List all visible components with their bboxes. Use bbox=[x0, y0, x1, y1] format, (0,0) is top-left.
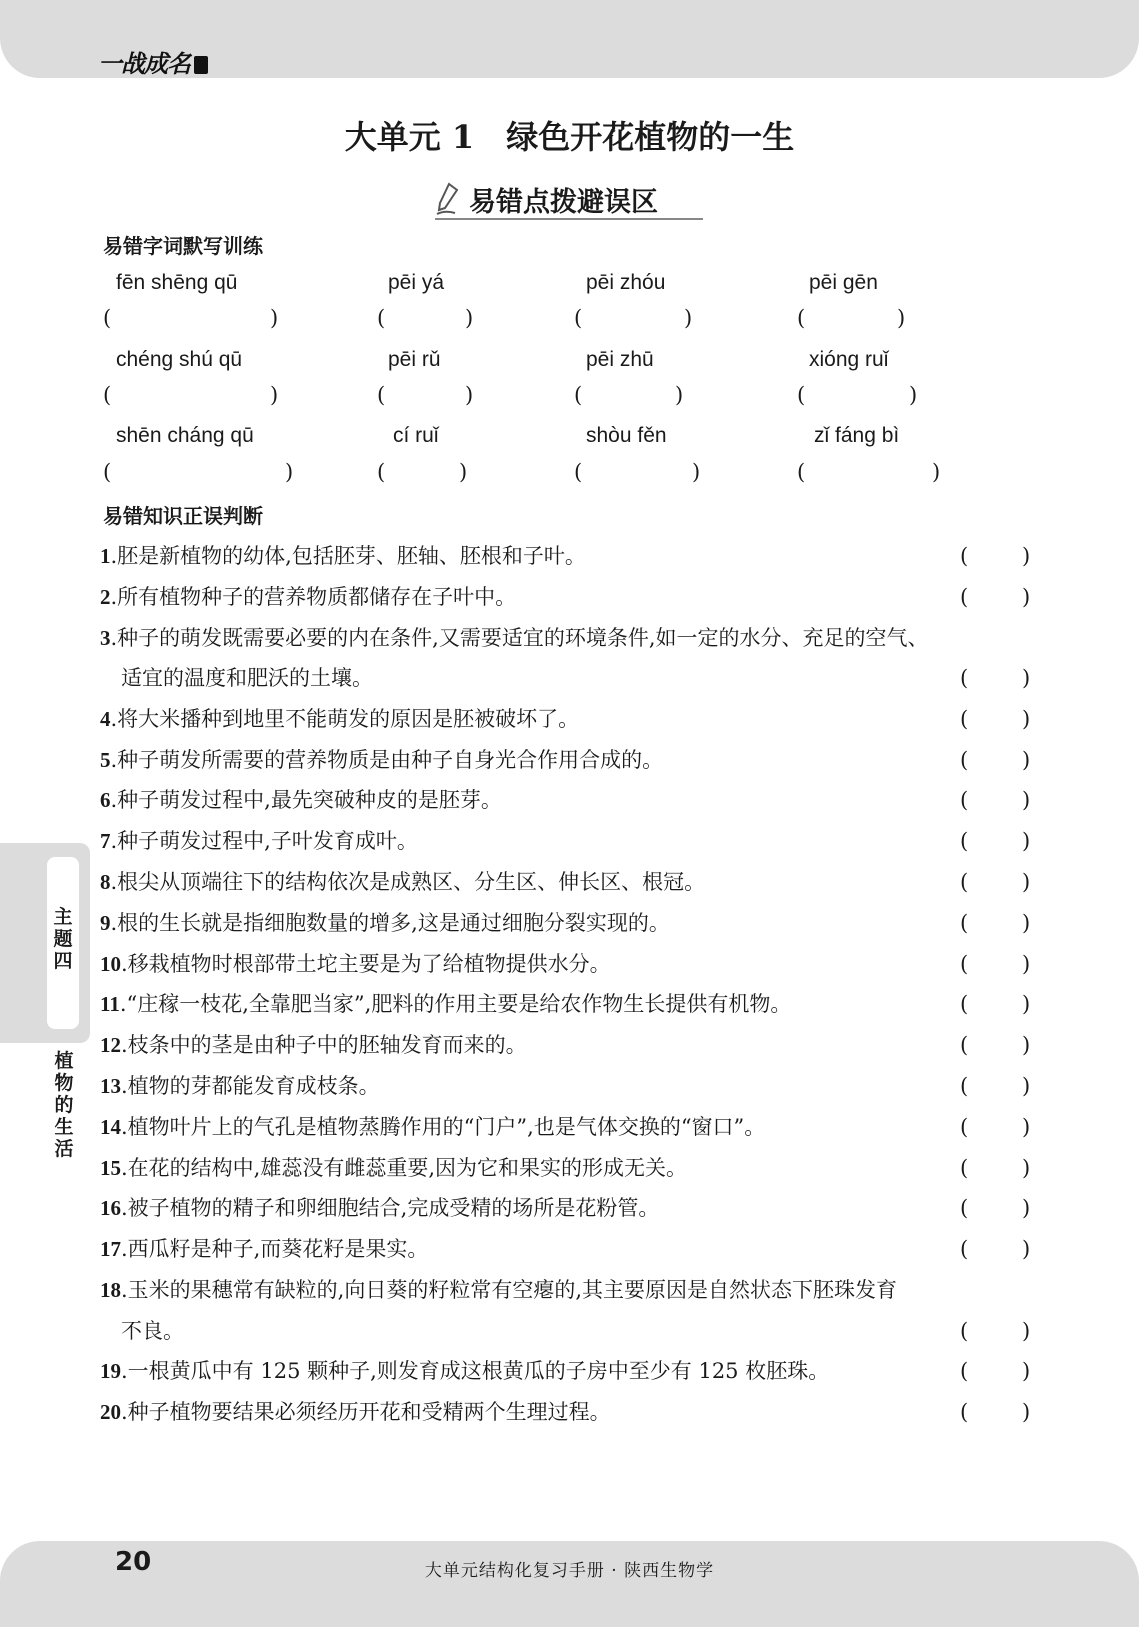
judgment-item: 1.胚是新植物的幼体,包括胚芽、胚轴、胚根和子叶。 bbox=[100, 544, 586, 568]
judgment-item: 5.种子萌发所需要的营养物质是由种子自身光合作用合成的。 bbox=[100, 748, 664, 772]
judgment-item: 9.根的生长就是指细胞数量的增多,这是通过细胞分裂实现的。 bbox=[100, 911, 670, 935]
answer-blank[interactable]: ( ) bbox=[103, 306, 279, 330]
answer-blank[interactable]: ( ) bbox=[377, 306, 474, 330]
judgment-item: 16.被子植物的精子和卵细胞结合,完成受精的场所是花粉管。 bbox=[100, 1196, 660, 1220]
pinyin: zǐ fáng bì bbox=[814, 424, 900, 447]
side-tab-topic: 植物的生活 bbox=[54, 1050, 74, 1160]
side-tab-theme: 主题四 bbox=[53, 906, 73, 972]
judgment-item: 2.所有植物种子的营养物质都储存在子叶中。 bbox=[100, 585, 517, 609]
brand-badge-icon bbox=[194, 56, 208, 74]
pinyin: pēi rǔ bbox=[388, 348, 441, 371]
footer-band bbox=[0, 1541, 1139, 1627]
judgment-item: 19.一根黄瓜中有 125 颗种子,则发育成这根黄瓜的子房中至少有 125 枚胚珠。 bbox=[100, 1359, 830, 1383]
judgment-item: 15.在花的结构中,雄蕊没有雌蕊重要,因为它和果实的形成无关。 bbox=[100, 1156, 688, 1180]
answer-blank[interactable]: ( ) bbox=[103, 460, 294, 484]
section-title: 易错点拨避误区 bbox=[469, 187, 658, 218]
pinyin: shēn cháng qū bbox=[116, 424, 254, 447]
pinyin: xióng ruǐ bbox=[809, 348, 889, 371]
judgment-item: 20.种子植物要结果必须经历开花和受精两个生理过程。 bbox=[100, 1400, 611, 1424]
brand-logo: 一战成名 bbox=[98, 44, 208, 79]
page-number: 20 bbox=[115, 1547, 152, 1577]
answer-blank[interactable]: ( ) bbox=[797, 306, 906, 330]
pinyin: pēi yá bbox=[388, 271, 445, 294]
judgment-item: 7.种子萌发过程中,子叶发育成叶。 bbox=[100, 829, 418, 853]
answer-blank[interactable]: ( ) bbox=[574, 306, 693, 330]
judgment-item: 4.将大米播种到地里不能萌发的原因是胚被破坏了。 bbox=[100, 707, 580, 731]
section-underline bbox=[435, 218, 703, 220]
judgment-item: 18.玉米的果穗常有缺粒的,向日葵的籽粒常有空瘪的,其主要原因是自然状态下胚珠发育 bbox=[100, 1278, 898, 1302]
judgment-item: 14.植物叶片上的气孔是植物蒸腾作用的“门户”,也是气体交换的“窗口”。 bbox=[100, 1115, 766, 1139]
answer-blank[interactable]: ( ) bbox=[797, 383, 918, 407]
judgment-item: 8.根尖从顶端往下的结构依次是成熟区、分生区、伸长区、根冠。 bbox=[100, 870, 706, 894]
pinyin: chéng shú qū bbox=[116, 348, 243, 371]
answer-blank[interactable]: ( ) bbox=[574, 460, 701, 484]
answer-blank[interactable]: ( ) bbox=[797, 460, 941, 484]
judgment-item-continuation: 适宜的温度和肥沃的土壤。 bbox=[121, 666, 373, 690]
answer-blank[interactable]: ( ) bbox=[103, 383, 279, 407]
unit-title: 大单元 1 绿色开花植物的一生 bbox=[344, 118, 795, 156]
judgment-item: 10.移栽植物时根部带土坨主要是为了给植物提供水分。 bbox=[100, 952, 611, 976]
pinyin: pēi zhū bbox=[586, 348, 654, 371]
judgment-item: 11.“庄稼一枝花,全靠肥当家”,肥料的作用主要是给农作物生长提供有机物。 bbox=[100, 992, 792, 1016]
judgment-item: 12.枝条中的茎是由种子中的胚轴发育而来的。 bbox=[100, 1033, 527, 1057]
answer-blank[interactable]: ( ) bbox=[574, 383, 684, 407]
pinyin: cí ruǐ bbox=[393, 424, 439, 447]
section-header bbox=[435, 178, 705, 220]
judgment-item-continuation: 不良。 bbox=[121, 1319, 184, 1343]
book-title: 大单元结构化复习手册 · 陕西生物学 bbox=[424, 1561, 715, 1581]
pinyin: shòu fěn bbox=[586, 424, 667, 447]
judgment-item: 6.种子萌发过程中,最先突破种皮的是胚芽。 bbox=[100, 788, 502, 812]
answer-blank[interactable]: ( ) bbox=[377, 383, 474, 407]
pinyin: pēi gēn bbox=[809, 271, 878, 294]
pencil-icon bbox=[435, 182, 459, 216]
answer-blank[interactable]: ( ) bbox=[377, 460, 468, 484]
judgment-item: 3.种子的萌发既需要必要的内在条件,又需要适宜的环境条件,如一定的水分、充足的空气、 bbox=[100, 626, 929, 650]
pinyin: fēn shēng qū bbox=[116, 271, 238, 294]
vocab-heading: 易错字词默写训练 bbox=[103, 234, 263, 258]
pinyin: pēi zhóu bbox=[586, 271, 666, 294]
judgment-heading: 易错知识正误判断 bbox=[103, 504, 263, 528]
judgment-item: 13.植物的芽都能发育成枝条。 bbox=[100, 1074, 380, 1098]
judgment-item: 17.西瓜籽是种子,而葵花籽是果实。 bbox=[100, 1237, 429, 1261]
